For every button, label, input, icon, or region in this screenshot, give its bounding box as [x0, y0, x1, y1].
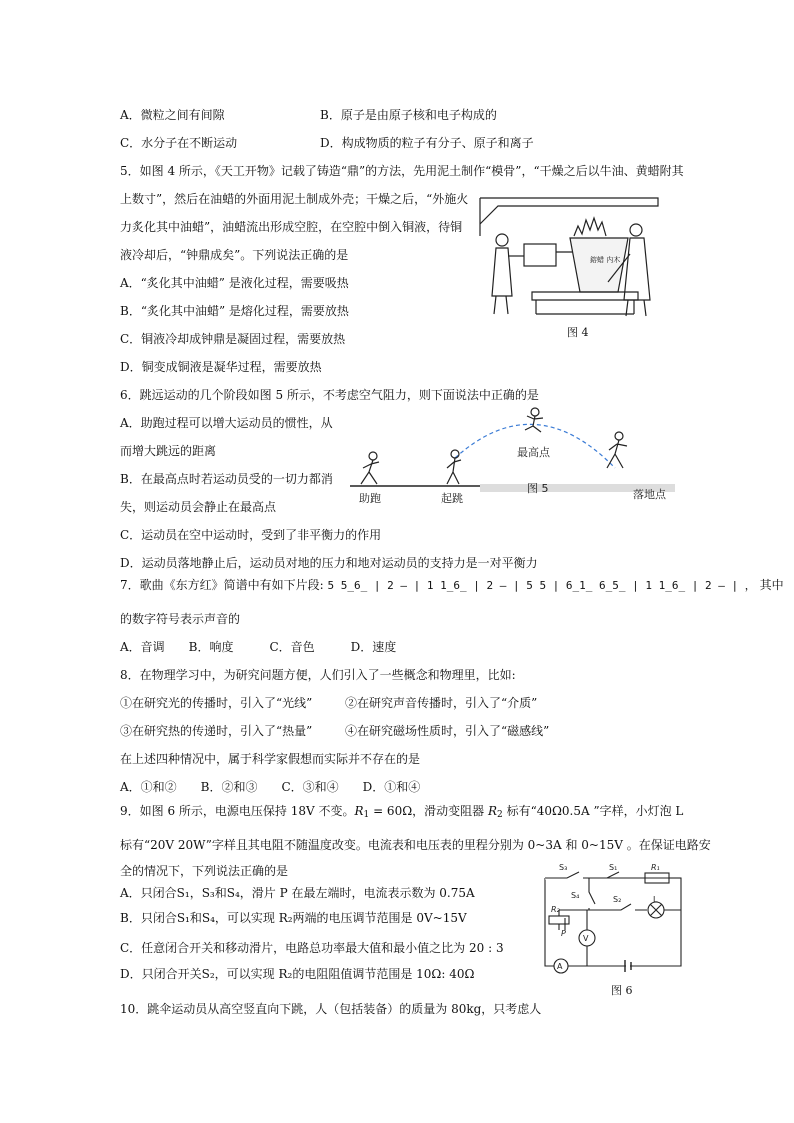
q9-stem-line3: 全的情况下，下列说法正确的是	[120, 864, 289, 878]
q7-stem-end: 其中	[759, 578, 784, 592]
q6-option-a-line1: A．助跑过程可以增大运动员的惯性，从	[120, 416, 333, 430]
q5-stem-line1: 5．如图 4 所示，《天工开物》记载了铸造“鼎”的方法，先用泥土制作“模骨”，“干燥之后以牛油、黄蜡附其	[120, 164, 684, 178]
q6-option-c: C．运动员在空中运动时，受到了非平衡力的作用	[120, 528, 382, 542]
fig5-jump-label: 起跳	[441, 492, 463, 505]
q9-stem-line1	[120, 803, 683, 823]
fig5-land-label: 落地点	[633, 488, 666, 501]
fig5-caption: 图 5	[527, 482, 549, 495]
figure-6-caption: 图 6	[611, 984, 633, 997]
circuit-label-s2: S₂	[613, 895, 622, 904]
q7-notation: 5 5̲6̲ | 2 – | 1 1̲6̲ | 2 – | 5 5 | 6̲1̲ 6̲5̲ | 1 1̲6̲ | 2 – | ，	[327, 579, 756, 592]
q6-option-b-line2: 失，则运动员会静止在最高点	[120, 500, 277, 514]
q9-r1-subscript: 1	[363, 810, 370, 820]
q8-options: A．①和② B．②和③ C．③和④ D．①和④	[120, 780, 421, 794]
circuit-label-p: P	[561, 929, 566, 938]
q9-option-b: B．只闭合S₁和S₄，可以实现 R₂两端的电压调节范围是 0V~15V	[120, 911, 467, 925]
q4-option-c: C．水分子在不断运动	[120, 136, 238, 150]
q9-stem-part-d: = 60Ω，滑动变阻器	[369, 804, 488, 818]
figure-4-label: 鎔蜡 内木	[590, 256, 621, 264]
q9-r2-symbol: R	[487, 804, 498, 818]
q9-option-a: A．只闭合S₁，S₃和S₄，滑片 P 在最左端时，电流表示数为 0.75A	[120, 886, 475, 900]
q4-option-a: A．微粒之间有间隙	[120, 108, 225, 122]
q5-option-b: B．“炙化其中油蜡” 是熔化过程，需要放热	[120, 304, 349, 318]
q6-option-a-line2: 而增大跳远的距离	[120, 444, 217, 458]
q6-stem: 6．跳远运动的几个阶段如图 5 所示，不考虑空气阻力，则下面说法中正确的是	[120, 388, 539, 402]
figure-4-illustration	[478, 196, 662, 322]
circuit-label-s1: S₁	[609, 863, 618, 872]
q4-option-b: B．原子是由原子核和电子构成的	[320, 108, 497, 122]
q10-stem: 10．跳伞运动员从高空竖直向下跳，人（包括装备）的质量为 80kg，只考虑人	[120, 1002, 542, 1016]
q5-option-a: A．“炙化其中油蜡” 是液化过程，需要吸热	[120, 276, 349, 290]
figure-5-illustration	[345, 406, 675, 506]
circuit-label-v: V	[583, 934, 589, 943]
circuit-label-s3: S₃	[559, 863, 568, 872]
q8-item-2: ②在研究声音传播时，引入了“介质”	[345, 696, 538, 710]
q8-item-3: ③在研究热的传递时，引入了“热量”	[120, 724, 313, 738]
q9-r1-symbol: R	[354, 804, 364, 818]
figure-4-caption: 图 4	[567, 326, 589, 339]
q9-option-d: D．只闭合开关S₂，可以实现 R₂的电阻阻值调节范围是 10Ω: 40Ω	[120, 967, 475, 981]
q9-stem-line2: 标有“20V 20W”字样且其电阻不随温度改变。电流表和电压表的里程分别为 0~3A 和 0~15V 。在保证电路安	[120, 838, 711, 852]
q9-r2-subscript: 2	[497, 810, 503, 820]
q5-stem-line4: 液冷却后，“钟鼎成矣”。下列说法正确的是	[120, 248, 349, 262]
q9-option-c: C．任意闭合开关和移动滑片，电路总功率最大值和最小值之比为 20 : 3	[120, 941, 504, 955]
q8-question: 在上述四种情况中，属于科学家假想而实际并不存在的是	[120, 752, 421, 766]
fig5-run-label: 助跑	[359, 492, 381, 505]
q9-stem-part-a: 9．如图 6 所示，电源电压保持 18V 不变。	[120, 804, 355, 818]
q8-stem: 8．在物理学习中，为研究问题方便，人们引入了一些概念和物理里，比如:	[120, 668, 516, 682]
q8-item-4: ④在研究磁场性质时，引入了“磁感线”	[345, 724, 550, 738]
q7-stem-start	[120, 577, 784, 594]
figure-6-circuit	[535, 858, 687, 976]
circuit-label-a: A	[557, 962, 563, 971]
circuit-label-r1: R₁	[651, 863, 660, 872]
q8-item-1: ①在研究光的传播时，引入了“光线”	[120, 696, 313, 710]
q7-stem-line2: 的数字符号表示声音的	[120, 612, 241, 626]
q5-option-c: C．铜液冷却成钟鼎是凝固过程，需要放热	[120, 332, 346, 346]
q7-options: A．音调 B．响度 C．音色 D．速度	[120, 640, 397, 654]
q4-option-d: D．构成物质的粒子有分子、原子和离子	[320, 136, 534, 150]
q5-option-d: D．铜变成铜液是凝华过程，需要放热	[120, 360, 322, 374]
q7-stem-text: 7．歌曲《东方红》简谱中有如下片段:	[120, 578, 324, 592]
circuit-label-r2: R₂	[551, 905, 560, 914]
q6-option-b-line1: B．在最高点时若运动员受的一切力都消	[120, 472, 333, 486]
circuit-label-s4: S₄	[571, 891, 580, 900]
q5-stem-line3: 力炙化其中油蜡”，油蜡流出形成空腔，在空腔中倒入铜液，待铜	[120, 220, 463, 234]
circuit-label-l: L	[653, 895, 658, 904]
q5-stem-line2: 上数寸”，然后在油蜡的外面用泥土制成外壳；干燥之后，“外施火	[120, 192, 469, 206]
q9-stem-part-g: 标有“40Ω0.5A ”字样，小灯泡 L	[502, 804, 684, 818]
fig5-top-label: 最高点	[517, 446, 550, 459]
q6-option-d: D．运动员落地静止后，运动员对地的压力和地对运动员的支持力是一对平衡力	[120, 556, 538, 570]
